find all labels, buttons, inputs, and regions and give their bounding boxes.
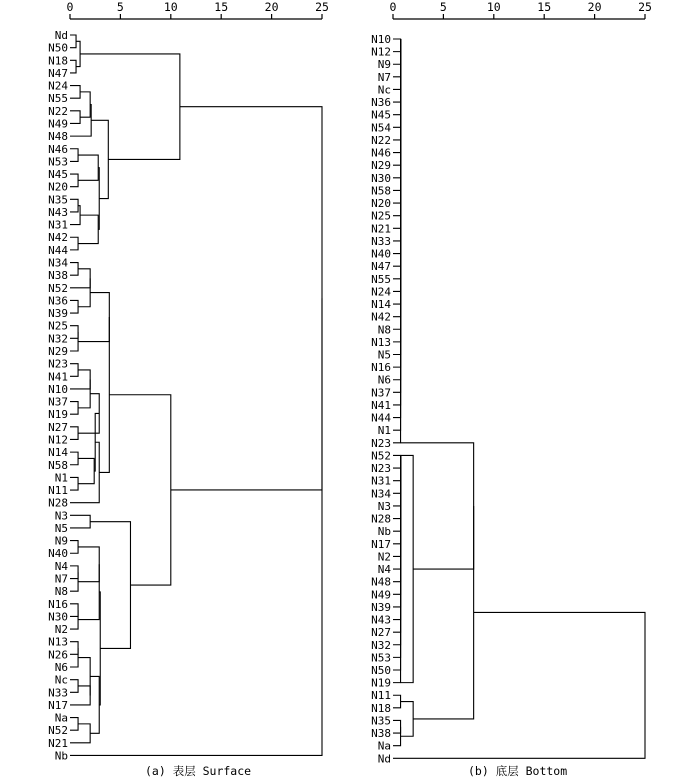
leaf-label: N18 [48, 54, 68, 68]
leaf-label: N1 [377, 424, 391, 438]
dendrogram-link [393, 455, 401, 493]
leaf-label: N12 [371, 45, 391, 59]
dendrogram-links [70, 35, 322, 755]
dendrogram-link [70, 541, 78, 554]
leaf-label: N52 [48, 281, 68, 295]
dendrogram-link [70, 263, 78, 276]
leaf-label: N32 [371, 638, 391, 652]
leaf-label: N24 [48, 79, 68, 93]
leaf-label: N58 [371, 184, 391, 198]
dendrogram-link [393, 39, 401, 228]
dendrogram-link [70, 402, 78, 415]
leaf-label: N49 [48, 117, 68, 131]
dendrogram-link [70, 174, 78, 187]
leaf-label: N31 [371, 474, 391, 488]
caption-surface: (a) 表层 Surface [145, 764, 252, 778]
leaf-label: N5 [54, 521, 68, 535]
leaf-label: N43 [48, 205, 68, 219]
leaf-label: Nd [377, 752, 391, 766]
leaf-label: N2 [54, 623, 68, 637]
dendrogram-link [413, 506, 473, 719]
dendrogram-link [70, 111, 80, 124]
dendrogram-link [70, 452, 78, 465]
dendrogram-link [393, 39, 401, 405]
dendrogram-link [70, 35, 76, 48]
leaf-label: N2 [377, 550, 391, 564]
leaf-label: Nb [54, 749, 68, 763]
dendrogram-link [70, 149, 78, 162]
dendrogram-link [393, 39, 401, 254]
dendrogram-link [90, 676, 99, 733]
leaf-label: N12 [48, 433, 68, 447]
leaf-label: N39 [48, 307, 68, 321]
leaf-label: N9 [377, 58, 391, 72]
leaf-label: N46 [371, 146, 391, 160]
leaf-label: N10 [48, 382, 68, 396]
dendrogram-link [70, 237, 78, 250]
leaf-label: N23 [48, 357, 68, 371]
leaf-label: N44 [371, 411, 391, 425]
leaf-label: Nb [377, 525, 391, 539]
leaf-label: N20 [371, 197, 391, 211]
dendrogram-link [393, 39, 401, 380]
leaf-label: Na [54, 711, 68, 725]
leaf-label: N45 [371, 108, 391, 122]
leaf-label: N25 [48, 319, 68, 333]
leaf-label: N52 [371, 449, 391, 463]
dendrogram-link [393, 39, 401, 77]
leaf-label: N13 [48, 635, 68, 649]
leaf-label: N35 [371, 714, 391, 728]
leaf-label: N33 [48, 686, 68, 700]
x-tick-label: 0 [389, 0, 397, 14]
x-tick-label: 5 [116, 0, 124, 14]
dendrogram-link [78, 564, 99, 619]
dendrogram-surface [48, 0, 329, 762]
x-axis [67, 0, 329, 19]
leaf-label: N6 [54, 661, 68, 674]
leaf-label: N27 [371, 626, 391, 640]
leaf-label: N1 [54, 471, 68, 485]
x-axis [390, 0, 652, 19]
x-tick-label: 15 [537, 0, 552, 14]
dendrogram-link [70, 86, 80, 99]
leaf-label: N46 [48, 142, 68, 156]
dendrogram-link [76, 41, 80, 66]
leaf-label: N28 [48, 496, 68, 510]
dendrogram-link [80, 92, 90, 117]
leaf-label: N37 [48, 395, 68, 409]
leaf-label: N50 [48, 41, 68, 55]
dendrogram-link [393, 727, 401, 746]
dendrogram-link [78, 278, 90, 306]
dendrogram-link [70, 642, 78, 655]
dendrogram-links [393, 39, 645, 758]
leaf-label: N14 [371, 298, 391, 312]
caption-bottom: (b) 底层 Bottom [468, 764, 568, 778]
leaf-label: N7 [54, 572, 68, 586]
dendrogram-link [393, 39, 401, 127]
x-tick-label: 0 [66, 0, 74, 14]
dendrogram-link [393, 455, 401, 468]
leaf-label: N38 [48, 269, 68, 283]
dendrogram-link [70, 427, 78, 440]
dendrogram-link [70, 300, 78, 313]
dendrogram-link [393, 455, 401, 644]
dendrogram-link [70, 269, 90, 288]
leaf-label: N23 [371, 462, 391, 476]
leaf-label: N42 [48, 231, 68, 245]
x-tick-label: 5 [439, 0, 447, 14]
dendrogram-link [70, 477, 78, 490]
leaf-label: Nd [54, 29, 68, 42]
leaf-label: N19 [48, 408, 68, 422]
leaf-label: N11 [48, 484, 68, 498]
dendrogram-link [78, 458, 94, 483]
leaf-label: N36 [48, 294, 68, 308]
leaf-label: N10 [371, 33, 391, 46]
dendrogram-link [70, 572, 78, 591]
dendrogram-link [70, 326, 78, 339]
leaf-label: N40 [371, 247, 391, 261]
dendrogram-link [393, 720, 401, 733]
dendrogram-link [99, 317, 109, 472]
leaf-label: N22 [371, 133, 391, 147]
leaf-label: N34 [48, 256, 68, 270]
leaf-label: N4 [377, 563, 391, 577]
leaf-label: N28 [371, 512, 391, 526]
leaf-label: N30 [48, 610, 68, 624]
dendrogram-link [78, 658, 90, 696]
leaf-labels [48, 29, 68, 762]
dendrogram-link [70, 610, 78, 629]
dendrogram-link [393, 39, 401, 52]
leaf-label: N37 [371, 386, 391, 400]
leaf-label: N23 [371, 436, 391, 450]
dendrogram-link [70, 686, 90, 705]
leaf-label: N16 [48, 597, 68, 611]
x-tick-label: 20 [587, 0, 602, 14]
leaf-label: N8 [377, 323, 391, 337]
leaf-label: N33 [371, 234, 391, 248]
dendrogram-link [78, 215, 98, 243]
dendrogram-link [393, 455, 401, 619]
dendrogram-link [90, 522, 130, 649]
dendrogram-link [393, 39, 401, 203]
leaf-labels [371, 33, 391, 765]
leaf-label: N20 [48, 180, 68, 194]
leaf-label: N21 [48, 736, 68, 750]
dendrogram-link [393, 455, 401, 594]
leaf-label: N53 [371, 651, 391, 665]
leaf-label: N40 [48, 547, 68, 561]
leaf-label: N42 [371, 310, 391, 324]
leaf-label: N52 [48, 724, 68, 738]
x-tick-label: 15 [214, 0, 229, 14]
dendrogram-link [393, 455, 401, 518]
dendrogram-link [70, 648, 78, 667]
leaf-label: N14 [48, 446, 68, 460]
leaf-label: N17 [371, 537, 391, 551]
leaf-label: N5 [377, 348, 391, 362]
dendrogram-link [393, 612, 645, 758]
dendrogram-bottom [371, 0, 652, 765]
leaf-label: N30 [371, 171, 391, 185]
dendrogram-link [401, 443, 474, 569]
leaf-label: N16 [371, 361, 391, 375]
leaf-label: N55 [48, 92, 68, 106]
leaf-label: N29 [371, 159, 391, 173]
leaf-label: Na [377, 739, 391, 753]
dendrogram-link [78, 293, 109, 342]
leaf-label: N3 [54, 509, 68, 523]
dendrogram-link [393, 455, 401, 543]
leaf-label: N34 [371, 487, 391, 501]
dendrogram-link [109, 395, 170, 585]
leaf-label: N17 [48, 698, 68, 712]
dendrogram-link [70, 60, 76, 73]
leaf-label: N31 [48, 218, 68, 232]
dendrogram-link [78, 155, 98, 180]
dendrogram-link [393, 39, 401, 355]
leaf-label: N43 [371, 613, 391, 627]
leaf-label: N7 [377, 70, 391, 84]
x-tick-label: 20 [264, 0, 279, 14]
dendrogram-link [78, 547, 99, 582]
dendrogram-link [78, 379, 90, 407]
dendrogram-link [70, 332, 78, 351]
dendrogram-link [70, 298, 322, 755]
dendrogram-link [393, 39, 401, 153]
leaf-label: N11 [371, 689, 391, 703]
leaf-label: N3 [377, 499, 391, 513]
leaf-label: N26 [48, 648, 68, 662]
leaf-label: N27 [48, 420, 68, 434]
leaf-label: N49 [371, 588, 391, 602]
leaf-label: N47 [48, 66, 68, 80]
leaf-label: N25 [371, 209, 391, 223]
leaf-label: Nc [54, 673, 68, 687]
dendrogram-link [70, 370, 90, 389]
leaf-label: N53 [48, 155, 68, 169]
dendrogram-link [70, 515, 90, 528]
leaf-label: N9 [54, 534, 68, 548]
leaf-label: N54 [371, 121, 391, 135]
dendrogram-link [393, 39, 401, 329]
leaf-label: N58 [48, 458, 68, 472]
leaf-label: N18 [371, 701, 391, 715]
leaf-label: N22 [48, 104, 68, 118]
dendrogram-link [70, 724, 90, 743]
leaf-label: N24 [371, 285, 391, 299]
leaf-label: N55 [371, 272, 391, 286]
dendrogram-link [393, 39, 401, 304]
x-tick-label: 25 [638, 0, 652, 14]
x-tick-label: 25 [315, 0, 329, 14]
leaf-label: N29 [48, 345, 68, 358]
dendrogram-link [70, 364, 78, 377]
leaf-label: N45 [48, 168, 68, 182]
leaf-label: N36 [371, 96, 391, 110]
leaf-label: N6 [377, 373, 391, 387]
dendrogram-link [401, 702, 414, 737]
dendrogram-link [393, 39, 401, 430]
dendrogram-link [171, 107, 322, 490]
leaf-label: N35 [48, 193, 68, 207]
leaf-label: N47 [371, 260, 391, 274]
leaf-label: N21 [371, 222, 391, 236]
dendrogram-link [70, 604, 78, 617]
leaf-label: N19 [371, 676, 391, 690]
leaf-label: N13 [371, 335, 391, 349]
dendrogram-link [393, 39, 401, 279]
x-tick-label: 10 [486, 0, 501, 14]
leaf-label: N41 [371, 398, 391, 412]
leaf-label: N41 [48, 370, 68, 384]
leaf-label: N50 [371, 664, 391, 677]
leaf-label: Nc [377, 83, 391, 97]
dendrogram-link [393, 695, 401, 708]
dendrogram-link [80, 54, 180, 159]
leaf-label: N39 [371, 600, 391, 614]
dendrogram-link [70, 718, 78, 731]
leaf-label: N48 [371, 575, 391, 589]
leaf-label: N38 [371, 727, 391, 741]
dendrogram-link [393, 39, 401, 178]
dendrogram-link [401, 455, 414, 682]
dendrogram-link [393, 39, 401, 102]
dendrogram-link [70, 199, 78, 212]
leaf-label: N32 [48, 332, 68, 346]
dendrogram-link [70, 566, 78, 579]
leaf-label: N4 [54, 559, 68, 573]
leaf-label: N48 [48, 130, 68, 144]
leaf-label: N8 [54, 585, 68, 599]
dendrogram-link [393, 455, 401, 569]
leaf-label: N44 [48, 243, 68, 257]
dendrogram-link [70, 680, 78, 693]
x-tick-label: 10 [163, 0, 178, 14]
dendrogram-link [393, 455, 401, 670]
